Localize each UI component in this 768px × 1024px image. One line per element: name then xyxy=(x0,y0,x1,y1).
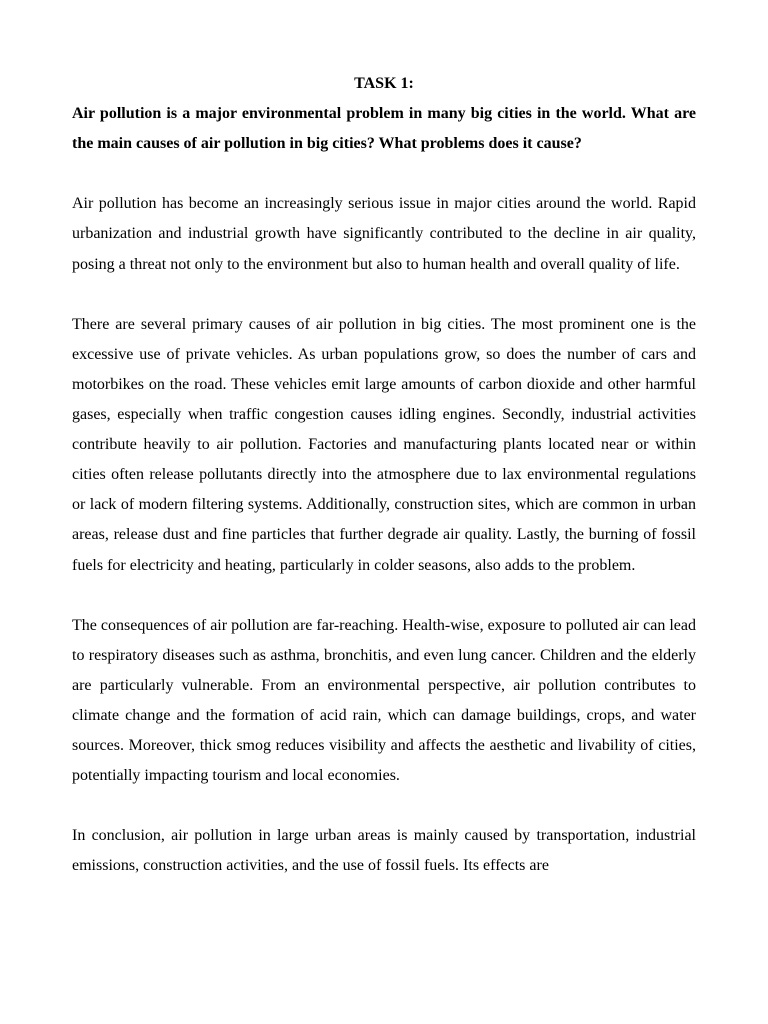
paragraph-conclusion: In conclusion, air pollution in large urban areas is mainly caused by transportation, industrial emissions, construction activities, and the use of fossil fuels. Its effects are xyxy=(72,827,696,875)
task-title: TASK 1: xyxy=(354,75,414,92)
paragraph-causes: There are several primary causes of air pollution in big cities. The most prominent one is the excessive use of private vehicles. As urban populations grow, so does the number of cars and motorbikes on the road. These vehicles emit large amounts of carbon dioxide and other harmful gases, especially when traffic congestion causes idling engines. Secondly, industrial activities contribute heavily to air pollution. Factories and manufacturing plants located near or within cities often release pollutants directly into the atmosphere due to lax environmental regulations or lack of modern filtering systems. Additionally, construction sites, which are common in urban areas, release dust and fine particles that further degrade air quality. Lastly, the burning of fossil fuels for electricity and heating, particularly in colder seasons, also adds to the problem. xyxy=(72,315,696,574)
essay-prompt: Air pollution is a major environmental problem in many big cities in the world. What are the main causes of air pollution in big cities? What problems does it cause? xyxy=(72,105,696,153)
paragraph-introduction: Air pollution has become an increasingly serious issue in major cities around the world. Rapid urbanization and industrial growth have significantly contributed to the decline in air quality, posing a threat not only to the environment but also to human health and overall quality of life. xyxy=(72,195,696,273)
document-body xyxy=(72,69,696,882)
paragraph-consequences: The consequences of air pollution are far-reaching. Health-wise, exposure to polluted air can lead to respiratory diseases such as asthma, bronchitis, and even lung cancer. Children and the elderly are particularly vulnerable. From an environmental perspective, air pollution contributes to climate change and the formation of acid rain, which can damage buildings, crops, and water sources. Moreover, thick smog reduces visibility and affects the aesthetic and livability of cities, potentially impacting tourism and local economies. xyxy=(72,616,696,785)
